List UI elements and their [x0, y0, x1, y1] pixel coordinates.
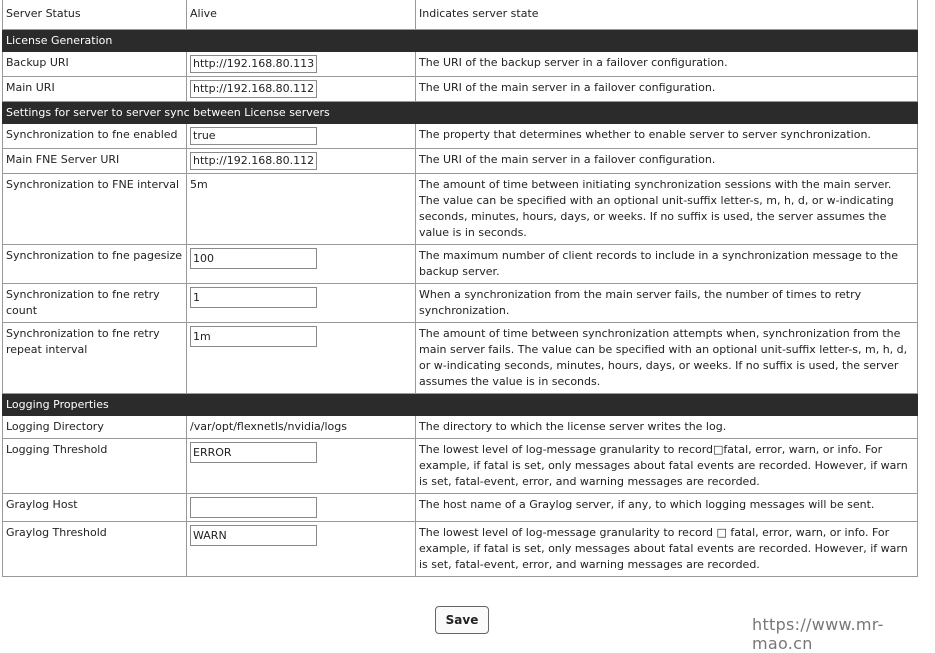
table-row — [3, 283, 918, 322]
setting-label: Synchronization to fne retry repeat interval — [3, 322, 187, 393]
section-header — [3, 393, 918, 415]
graylog-host-input[interactable] — [190, 497, 317, 518]
main-uri-input[interactable] — [190, 80, 317, 98]
graylog-threshold-input[interactable] — [190, 525, 317, 546]
sync-retry-interval-input[interactable] — [190, 326, 317, 347]
setting-description: The URI of the main server in a failover configuration. — [416, 148, 918, 173]
setting-description: The URI of the backup server in a failover configuration. — [416, 51, 918, 76]
setting-label: Graylog Threshold — [3, 521, 187, 576]
setting-description: The lowest level of log-message granularity to record □ fatal, error, warn, or info. For example, if fatal is set, only messages about fatal events are recorded. However, if warn is set, fatal-event, error, and warning messages are recorded. — [416, 521, 918, 576]
setting-description: The directory to which the license server writes the log. — [416, 415, 918, 438]
table-row — [3, 76, 918, 101]
sync-pagesize-input[interactable] — [190, 248, 317, 269]
setting-label: Synchronization to fne retry count — [3, 283, 187, 322]
table-row — [3, 173, 918, 244]
setting-description: The maximum number of client records to include in a synchronization message to the backup server. — [416, 244, 918, 283]
setting-description: The property that determines whether to enable server to server synchronization. — [416, 123, 918, 148]
setting-value: Alive — [187, 0, 416, 29]
setting-description: The host name of a Graylog server, if any, to which logging messages will be sent. — [416, 493, 918, 521]
backup-uri-input[interactable] — [190, 55, 317, 73]
setting-label: Logging Directory — [3, 415, 187, 438]
table-row — [3, 415, 918, 438]
sync-retry-count-input[interactable] — [190, 287, 317, 308]
setting-label: Graylog Host — [3, 493, 187, 521]
table-row — [3, 244, 918, 283]
setting-label: Server Status — [3, 0, 187, 29]
table-row — [3, 0, 918, 29]
settings-table — [2, 0, 918, 577]
table-row — [3, 438, 918, 493]
section-header — [3, 29, 918, 51]
section-title: Settings for server to server sync between License servers — [3, 101, 918, 123]
table-row — [3, 148, 918, 173]
setting-description: Indicates server state — [416, 0, 918, 29]
section-title: License Generation — [3, 29, 918, 51]
setting-description: The amount of time between synchronization attempts when, synchronization from the main server fails. The value can be specified with an optional unit-suffix letter-s, m, h, d, or w-indicating seconds, minutes, hours, days, or weeks. If no suffix is used, the server assumes the value is in seconds. — [416, 322, 918, 393]
table-row — [3, 521, 918, 576]
setting-label: Synchronization to fne enabled — [3, 123, 187, 148]
table-row — [3, 493, 918, 521]
sync-enabled-input[interactable] — [190, 127, 317, 145]
section-header — [3, 101, 918, 123]
setting-label: Backup URI — [3, 51, 187, 76]
setting-label: Logging Threshold — [3, 438, 187, 493]
table-row — [3, 123, 918, 148]
setting-description: The lowest level of log-message granularity to record□fatal, error, warn, or info. For example, if fatal is set, only messages about fatal events are recorded. However, if warn is set, fatal-event, error, and warning messages are recorded. — [416, 438, 918, 493]
section-title: Logging Properties — [3, 393, 918, 415]
table-row — [3, 322, 918, 393]
main-fne-uri-input[interactable] — [190, 152, 317, 170]
logging-threshold-input[interactable] — [190, 442, 317, 463]
table-row — [3, 51, 918, 76]
setting-value: 5m — [187, 173, 416, 244]
watermark: https://www.mr-mao.cn — [752, 615, 884, 653]
setting-label: Synchronization to fne pagesize — [3, 244, 187, 283]
setting-label: Synchronization to FNE interval — [3, 173, 187, 244]
setting-label: Main URI — [3, 76, 187, 101]
setting-description: The amount of time between initiating synchronization sessions with the main server. The value can be specified with an optional unit-suffix letter-s, m, h, d, or w-indicating seconds, minutes, hours, days, or weeks. If no suffix is used, the server assumes the value is in seconds. — [416, 173, 918, 244]
setting-value: /var/opt/flexnetls/nvidia/logs — [187, 415, 416, 438]
setting-label: Main FNE Server URI — [3, 148, 187, 173]
setting-description: The URI of the main server in a failover configuration. — [416, 76, 918, 101]
save-button[interactable]: Save — [435, 606, 489, 634]
setting-description: When a synchronization from the main server fails, the number of times to retry synchronization. — [416, 283, 918, 322]
